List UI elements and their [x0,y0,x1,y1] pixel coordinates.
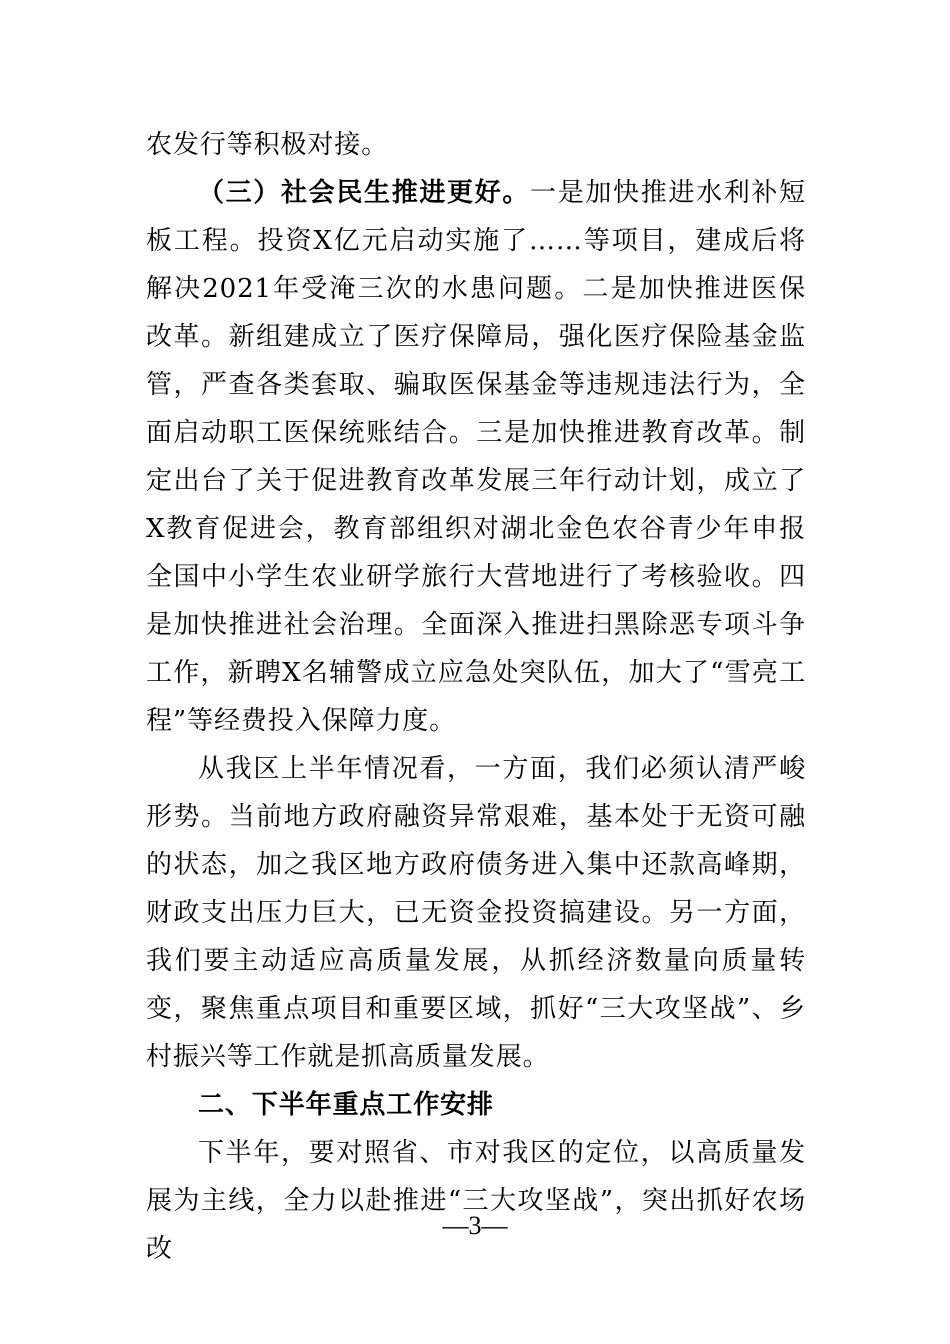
paragraph-social-livelihood [146,169,806,745]
paragraph-next-half: 下半年，要对照省、市对我区的定位，以高质量发展为主线，全力以赴推进“三大攻坚战”，突出抓好农场改 [146,1138,806,1264]
paragraph-body-text: 一是加快推进水利补短板工程。投资X亿元启动实施了……等项目，建成后将解决2021年受淹三次的水患问题。二是加快推进医保改革。新组建成立了医疗保障局，强化医疗保险基金监管，严查各类套取、骗取医保基金等违规违法行为，全面启动职工医保统账结合。三是加快推进教育改革。制定出台了关于促进教育改革发展三年行动计划，成立了X教育促进会，教育部组织对湖北金色农谷青少年申报全国中小学生农业研学旅行大营地进行了考核验收。四是加快推进社会治理。全面深入推进扫黑除恶专项斗争工作，新聘X名辅警成立应急处突队伍，加大了“雪亮工程”等经费投入保障力度。 [146,178,806,736]
page-number: —3— [442,1211,508,1240]
section-heading: 二、下半年重点工作安排 [198,1090,494,1120]
paragraph-situation: 从我区上半年情况看，一方面，我们必须认清严峻形势。当前地方政府融资异常艰难，基本处于无资可融的状态，加之我区地方政府债务进入集中还款高峰期，财政支出压力巨大，已无资金投资搞建设。另一方面，我们要主动适应高质量发展，从抓经济数量向质量转变，聚焦重点项目和重要区域，抓好“三大攻坚战”、乡村振兴等工作就是抓高质量发展。 [146,754,806,1072]
paragraph-continuation: 农发行等积极对接。 [146,130,389,160]
paragraph-lead-heading: （三）社会民生推进更好。 [198,178,531,208]
document-body [146,121,806,1273]
